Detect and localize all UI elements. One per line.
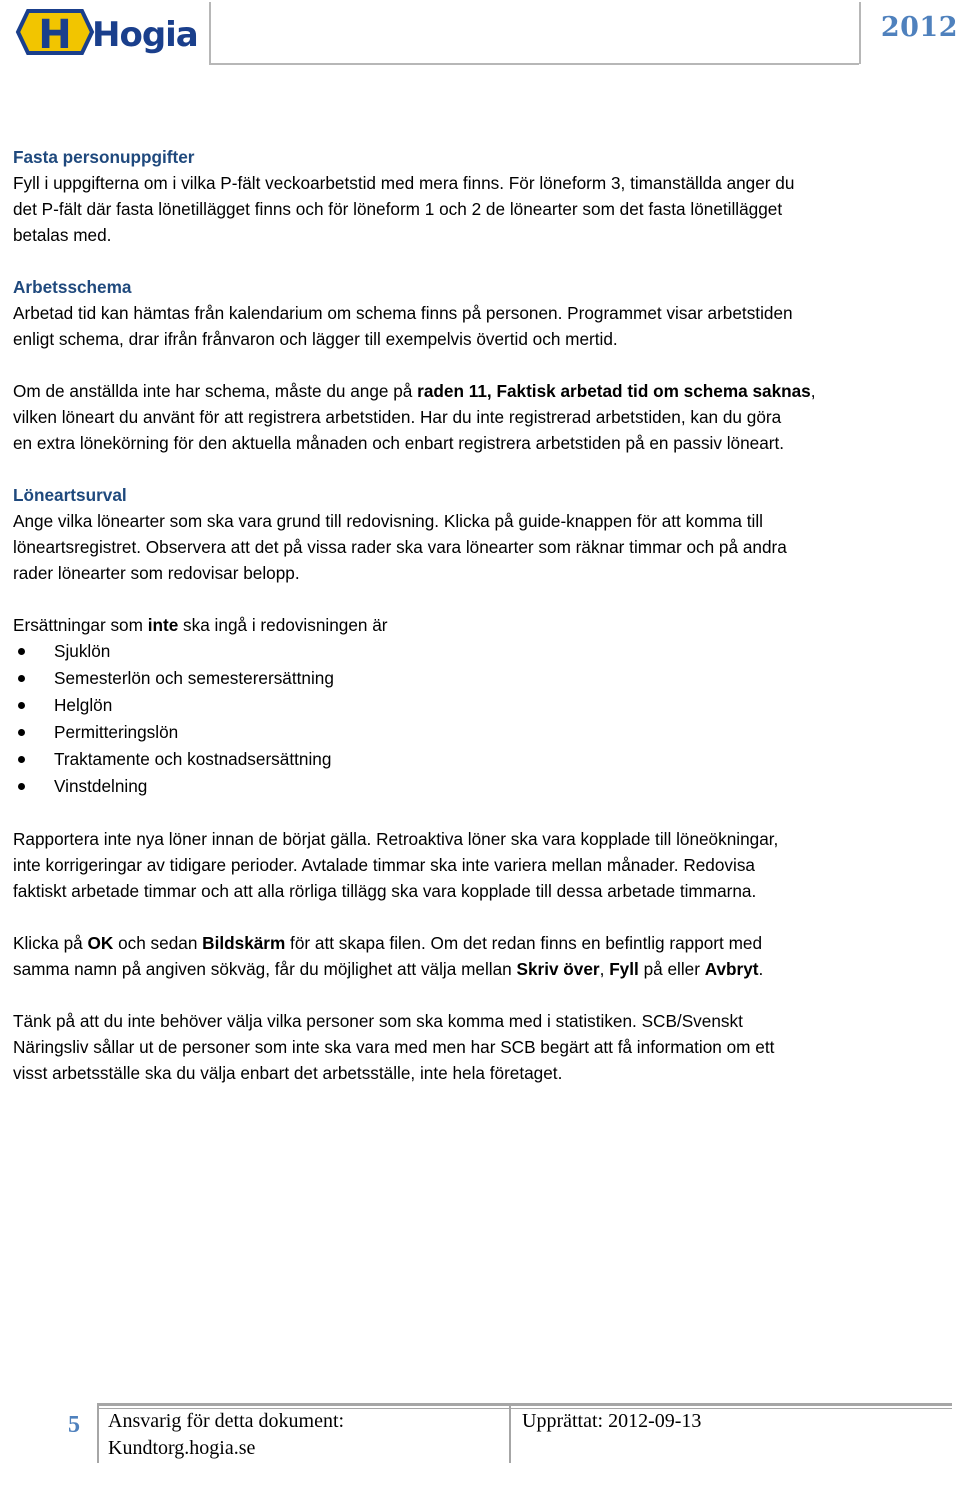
text-run: Retroaktiva löner ska vara kopplade till löneökningar, <box>371 829 779 849</box>
text-run: Redovisa <box>678 855 755 875</box>
page-number: 5 <box>68 1412 80 1438</box>
section-loneartsurval <box>13 482 947 586</box>
text-run: , <box>599 959 610 979</box>
section-heading: Löneartsurval <box>13 485 127 505</box>
text-run: för att skapa filen. <box>285 933 426 953</box>
text-run: . <box>758 959 764 979</box>
paragraph-line: en extra lönekörning för den aktuella månaden och enbart registrera arbetstiden på en passiv löneart. <box>13 433 785 453</box>
paragraph-line <box>13 404 947 430</box>
bullet-list <box>13 638 947 800</box>
text-run: Programmet visar arbetstiden <box>562 303 793 323</box>
text-run: , <box>810 381 816 401</box>
header-divider-right <box>859 2 861 64</box>
text-run: Avtalade timmar ska inte variera mellan månader. <box>297 855 679 875</box>
text-run: SCB/Svenskt <box>636 1011 743 1031</box>
section-om-de-anstallda <box>13 378 947 456</box>
list-item: Helglön <box>13 692 947 719</box>
header-rule <box>209 63 859 65</box>
footer-divider-middle <box>509 1403 511 1463</box>
bold-text: Skriv över <box>516 959 600 979</box>
text-run: Ange vilka lönearter som ska vara grund till redovisning. <box>13 511 440 531</box>
paragraph-line <box>13 826 947 852</box>
footer-responsible <box>108 1408 344 1462</box>
paragraph-line <box>13 852 947 878</box>
text-run: Har du inte registrerad arbetstiden, kan du göra <box>415 407 782 427</box>
text-run: Arbetad tid kan hämtas från kalendarium om schema finns på personen. <box>13 303 563 323</box>
section-ersattningar <box>13 612 947 800</box>
hogia-logo <box>12 8 202 56</box>
text-run: Tänk på att du inte behöver välja vilka personer som ska komma med i statistiken. <box>13 1011 637 1031</box>
section-tank-pa <box>13 1008 947 1086</box>
bold-text: raden 11, Faktisk arbetad tid om schema saknas <box>417 381 811 401</box>
paragraph-line <box>13 378 947 404</box>
section-klicka <box>13 930 947 982</box>
paragraph-line <box>13 956 947 982</box>
bold-text: inte <box>147 615 179 635</box>
text-run: Om det redan finns en befintlig rapport med <box>425 933 763 953</box>
section-heading: Arbetsschema <box>13 277 132 297</box>
paragraph-line: betalas med. <box>13 225 112 245</box>
paragraph-line: Fyll i uppgifterna om i vilka P-fält veckoarbetstid med mera finns. För löneform 3, timanställda anger du <box>13 173 795 193</box>
text-run: inte korrigeringar av tidigare perioder. <box>13 855 298 875</box>
bold-text: Fyll <box>609 959 639 979</box>
list-item: Sjuklön <box>13 638 947 665</box>
section-arbetsschema <box>13 274 947 352</box>
logo-letter: H <box>38 12 72 56</box>
text-run: samma namn på angiven sökväg, får du möjlighet att välja mellan <box>13 959 517 979</box>
text-run: Klicka på guide-knappen för att komma till <box>439 511 763 531</box>
list-item: Vinstdelning <box>13 773 947 800</box>
bold-text: Avbryt <box>704 959 759 979</box>
text-run: på eller <box>638 959 705 979</box>
section-heading: Fasta personuppgifter <box>13 147 195 167</box>
page-header <box>0 0 960 66</box>
text-run: Observera att det på vissa rader ska vara lönearter som räknar timmar och på andra <box>141 537 787 557</box>
paragraph-line: Näringsliv sållar ut de personer som inte ska vara med men har SCB begärt att få information om ett <box>13 1037 775 1057</box>
header-year: 2012 <box>880 12 958 43</box>
paragraph-line <box>13 300 947 326</box>
paragraph-line <box>13 930 947 956</box>
logo-wordmark: Hogia <box>92 15 198 55</box>
paragraph-line: det P-fält där fasta lönetillägget finns och för löneform 1 och 2 de lönearter som det fasta lönetillägget <box>13 199 783 219</box>
footer-divider <box>97 1403 99 1463</box>
text-run: Rapportera inte nya löner innan de börjat gälla. <box>13 829 372 849</box>
section-fasta-personuppgifter <box>13 144 947 248</box>
text-run: Ersättningar som <box>13 615 148 635</box>
paragraph-line: visst arbetsställe ska du välja enbart det arbetsställe, inte hela företaget. <box>13 1063 563 1083</box>
text-run: Klicka på <box>13 933 88 953</box>
text-run: och sedan <box>113 933 203 953</box>
text-run: vilken löneart du använt för att registrera arbetstiden. <box>13 407 416 427</box>
paragraph-line <box>13 612 947 638</box>
list-item: Semesterlön och semesterersättning <box>13 665 947 692</box>
paragraph-line <box>13 508 947 534</box>
paragraph-line <box>13 1008 947 1034</box>
list-item: Traktamente och kostnadsersättning <box>13 746 947 773</box>
paragraph-line: faktiskt arbetade timmar och att alla rörliga tillägg ska vara kopplade till dessa arbetade timmarna. <box>13 881 757 901</box>
text-run: ska ingå i redovisningen är <box>178 615 388 635</box>
bold-text: OK <box>87 933 114 953</box>
paragraph-line: rader lönearter som redovisar belopp. <box>13 563 300 583</box>
paragraph-line <box>13 534 947 560</box>
bold-text: Bildskärm <box>202 933 286 953</box>
document-body <box>13 144 947 1086</box>
section-rapportera <box>13 826 947 904</box>
text-run: löneartsregistret. <box>13 537 142 557</box>
footer-responsible-site: Kundtorg.hogia.se <box>108 1437 256 1459</box>
list-item: Permitteringslön <box>13 719 947 746</box>
footer-created-date: Upprättat: 2012-09-13 <box>522 1410 702 1432</box>
text-run: Om de anställda inte har schema, måste du ange på <box>13 381 418 401</box>
paragraph-line: enligt schema, drar ifrån frånvaron och lägger till exempelvis övertid och mertid. <box>13 329 618 349</box>
footer-responsible-label: Ansvarig för detta dokument: <box>108 1410 345 1432</box>
header-divider <box>209 2 211 64</box>
footer-rule <box>97 1403 952 1406</box>
